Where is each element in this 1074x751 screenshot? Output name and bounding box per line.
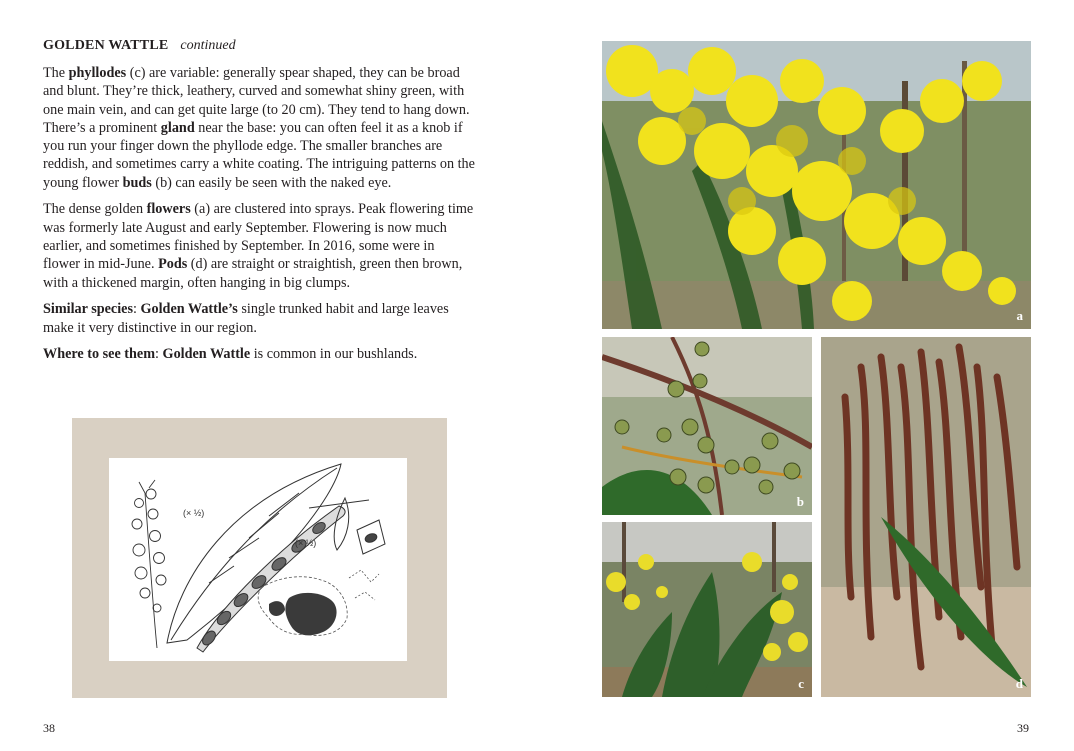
seed-pods-image	[821, 337, 1031, 697]
illustration-frame	[72, 418, 447, 698]
illustration-drawing	[109, 458, 407, 661]
term-golden-wattles: Golden Wattle’s	[140, 301, 238, 318]
botanical-illustration	[109, 458, 407, 661]
p4-text-1: :	[155, 346, 163, 363]
continued-label: continued	[180, 38, 236, 53]
page-title	[43, 38, 236, 54]
term-gland: gland	[160, 119, 195, 136]
p1-text-1: The	[43, 65, 69, 81]
photo-d-pods	[821, 337, 1031, 697]
p1-text-2: (c) are variable: generally spear shaped, they can be broad and blunt. They’re thick, leathery, curved and somewhat shiny green, with one main vein, and can get quite large (to 20 cm). They tend to hang down. There’s a prominent	[43, 65, 470, 136]
paragraph-phyllodes	[43, 64, 475, 192]
photo-c-label: c	[798, 676, 804, 691]
p3-text-1: :	[132, 301, 141, 318]
term-pods: Pods	[158, 256, 188, 273]
photo-b-label: b	[796, 494, 804, 509]
body-text	[43, 64, 475, 372]
p4-text-2: is common in our bushlands.	[250, 346, 418, 363]
term-where-to-see: Where to see them	[43, 346, 156, 363]
golden-flowers-image	[602, 41, 1031, 329]
photo-a-label: a	[1016, 308, 1023, 323]
term-buds: buds	[122, 174, 152, 191]
page-number-left: 38	[43, 721, 55, 735]
p1-text-4: (b) can easily be seen with the naked eye.	[151, 174, 392, 191]
p3-text-2: single trunked habit and large leaves make it very distinctive in our region.	[43, 301, 449, 336]
flower-spray-sketch	[132, 480, 166, 648]
shrub-habit-image	[602, 522, 812, 697]
distribution-map	[258, 570, 379, 635]
term-flowers: flowers	[146, 201, 191, 218]
photo-c-habit	[602, 522, 812, 697]
term-phyllodes: phyllodes	[68, 65, 127, 81]
flower-buds-image	[602, 337, 812, 515]
photo-d-label: d	[1015, 676, 1023, 691]
photo-b-buds	[602, 337, 812, 515]
p2-text-3: (d) are straight or straightish, green then brown, with a thickened margin, often hanging in big clumps.	[43, 256, 463, 291]
scale-label-2: (× ½)	[295, 538, 317, 548]
p2-text-2: (a) are clustered into sprays. Peak flowering time was formerly late August and early September. Flowering is now much earlier, and sometimes finished by September. In 2016, some were in flower in mid-June.	[43, 201, 474, 273]
scale-label-1: (× ½)	[183, 508, 205, 518]
page-number-right: 39	[1017, 721, 1029, 735]
paragraph-where-to-see	[43, 345, 475, 363]
term-golden-wattle: Golden Wattle	[162, 346, 251, 363]
paragraph-similar-species	[43, 300, 475, 337]
species-name: GOLDEN WATTLE	[43, 38, 169, 53]
term-similar-species: Similar species	[43, 301, 133, 318]
p2-text-1: The dense golden	[43, 201, 147, 218]
p1-text-3: near the base: you can often feel it as a knob if you run your finger down the phyllode edge. The smaller branches are reddish, and sometimes carry a white coating. The intriguing patterns on the young flower	[43, 119, 475, 191]
photo-a-flowers	[602, 41, 1031, 329]
paragraph-flowers	[43, 200, 475, 291]
